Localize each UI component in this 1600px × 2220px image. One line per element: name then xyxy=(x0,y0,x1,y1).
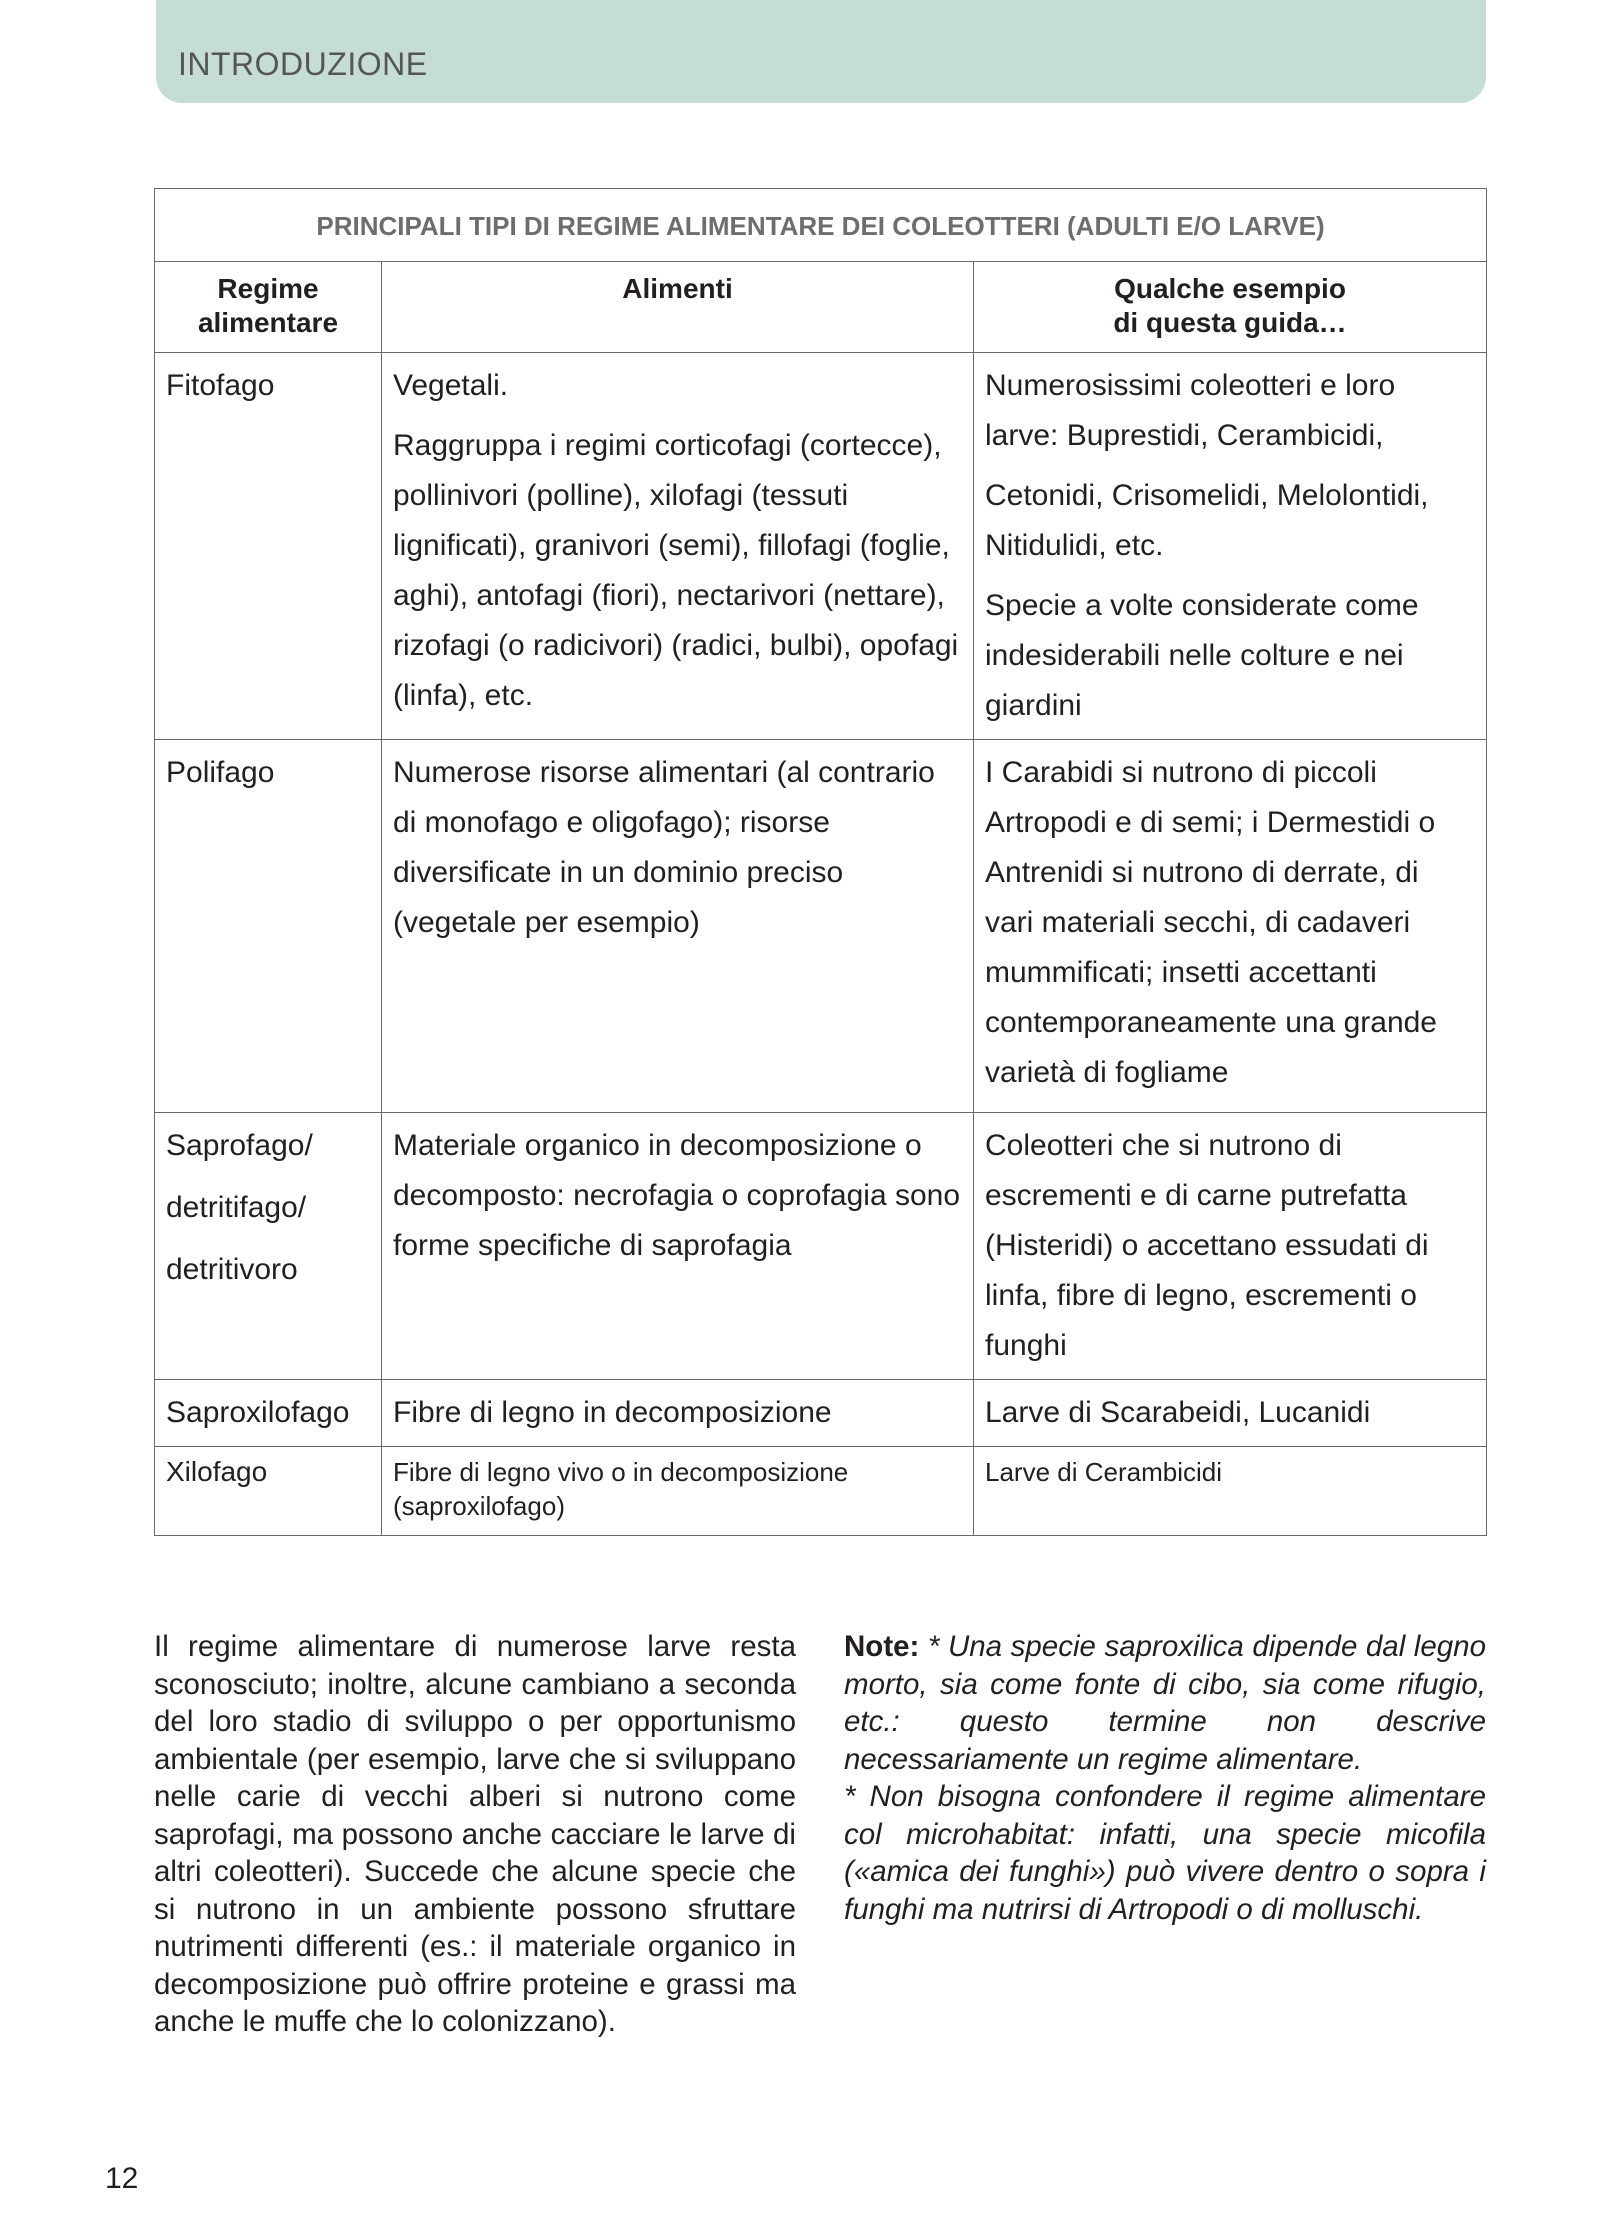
table-row xyxy=(155,1447,1487,1536)
diet-types-table xyxy=(154,188,1487,1536)
table-caption: PRINCIPALI TIPI DI REGIME ALIMENTARE DEI COLEOTTERI (ADULTI E/O LARVE) xyxy=(155,189,1487,262)
table-row xyxy=(155,1380,1487,1447)
alimenti-cell: Materiale organico in decomposizione o decomposto: necrofagia o coprofagia sono forme specifiche di saprofagia xyxy=(382,1113,974,1380)
page-number: 12 xyxy=(105,2162,139,2195)
alimenti-cell: Vegetali. Raggruppa i regimi corticofagi (cortecce), pollinivori (polline), xilofagi (tessuti lignificati), granivori (semi), fillofagi (foglie, aghi), antofagi (fiori), nectarivori (nettare), rizofagi (o radicivori) (radici, bulbi), opofagi (linfa), etc. xyxy=(382,353,974,740)
notes-block xyxy=(844,1628,1486,2041)
alimenti-cell: Fibre di legno in decomposizione xyxy=(382,1380,974,1447)
column-header-alimenti: Alimenti xyxy=(382,262,974,353)
section-title: INTRODUZIONE xyxy=(178,46,428,82)
esempi-cell: Coleotteri che si nutrono di escrementi e di carne putrefatta (Histeridi) o accettano essudati di linfa, fibre di legno, escrementi o funghi xyxy=(974,1113,1487,1380)
regime-cell: Xilofago xyxy=(155,1447,382,1536)
regime-cell: Saproxilofago xyxy=(155,1380,382,1447)
esempi-cell: Larve di Scarabeidi, Lucanidi xyxy=(974,1380,1487,1447)
regime-cell: Polifago xyxy=(155,740,382,1113)
table-row xyxy=(155,1113,1487,1380)
column-header-esempi: Qualche esempio di questa guida… xyxy=(974,262,1487,353)
esempi-cell: I Carabidi si nutrono di piccoli Artropodi e di semi; i Dermestidi o Antrenidi si nutrono di derrate, di vari materiali secchi, di cadaveri mummificati; insetti accettanti contemporaneamente una grande varietà di fogliame xyxy=(974,740,1487,1113)
note-2: * Non bisogna confondere il regime alimentare col microhabitat: infatti, una specie micofila («amica dei funghi») può vivere dentro o sopra i funghi ma nutrirsi di Artropodi o di molluschi. xyxy=(844,1780,1486,1926)
body-paragraph: Il regime alimentare di numerose larve resta sconosciuto; inoltre, alcune cambiano a seconda del loro stadio di sviluppo o per opportunismo ambientale (per esempio, larve che si sviluppano nelle carie di vecchi alberi si nutrono come saprofagi, ma possono anche cacciare le larve di altri coleotteri). Succede che alcune specie che si nutrono in un ambiente possono sfruttare nutrimenti differenti (es.: il materiale organico in decomposizione può offrire proteine e grassi ma anche le muffe che lo colonizzano). xyxy=(154,1630,796,2038)
note-1: * Una specie saproxilica dipende dal legno morto, sia come fonte di cibo, sia come rifugio, etc.: questo termine non descrive necessariamente un regime alimentare. xyxy=(844,1630,1486,1776)
body-text-columns xyxy=(154,1628,1486,2041)
alimenti-cell: Numerose risorse alimentari (al contrario di monofago e oligofago); risorse diversificate in un dominio preciso (vegetale per esempio) xyxy=(382,740,974,1113)
column-header-regime: Regime alimentare xyxy=(155,262,382,353)
alimenti-cell: Fibre di legno vivo o in decomposizione (saproxilofago) xyxy=(382,1447,974,1536)
note-label: Note: xyxy=(844,1630,920,1663)
section-header-band xyxy=(156,0,1486,103)
table-row xyxy=(155,740,1487,1113)
esempi-cell: Larve di Cerambicidi xyxy=(974,1447,1487,1536)
esempi-cell: Numerosissimi coleotteri e loro larve: Buprestidi, Cerambicidi, Cetonidi, Crisomelidi, Melolontidi, Nitidulidi, etc. Specie a volte considerate come indesiderabili nelle colture e nei giardini xyxy=(974,353,1487,740)
table-row xyxy=(155,353,1487,740)
regime-cell: Saprofago/ detritifago/ detritivoro xyxy=(155,1113,382,1380)
regime-cell: Fitofago xyxy=(155,353,382,740)
